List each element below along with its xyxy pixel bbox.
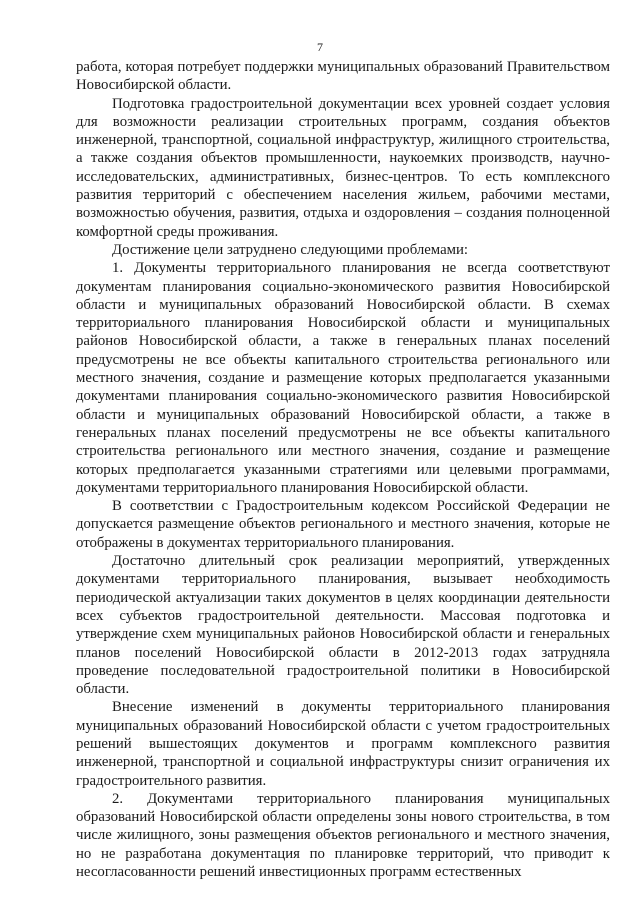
paragraph-code-requirement: В соответствии с Градостроительным кодексом Российской Федерации не допускается размещение объектов регионального и местного значения, которые не отображены в документах территориального планирования. [76, 498, 610, 551]
paragraph-amendments: Внесение изменений в документы территориального планирования муниципальных образований Новосибирской области с учетом градостроительных решений вышестоящих документов и программ комплексного развития инженерной, транспортной и социальной инфраструктуры снизит ограничения их градостроительного развития. [76, 699, 610, 789]
paragraph-continuation: работа, которая потребует поддержки муниципальных образований Правительством Новосибирской области. [76, 59, 610, 94]
paragraph-problems-intro: Достижение цели затруднено следующими проблемами: [112, 241, 469, 258]
paragraph-documentation-conditions: Подготовка градостроительной документации всех уровней создает условия для возможности реализации строительных программ, создания объектов инженерной, транспортной, социальной инфраструктур, жилищного строительства, а также создания объектов промышленности, наукоемких производств, научно-исследовательских, административных, бизнес-центров. То есть комплексного развития территорий с обеспечением населения жильем, рабочими местами, возможностью обучения, развития, отдыха и оздоровления – создания полноценной комфортной среды проживания. [76, 95, 610, 240]
paragraph-problem-2: 2. Документами территориального планирования муниципальных образований Новосибирской области определены зоны нового строительства, в том числе жилищного, зоны размещения объектов регионального и местного значения, но не разработана документация по планировке территорий, что приводит к несогласованности решений инвестиционных программ естественных [76, 790, 610, 881]
paragraph-problem-1: 1. Документы территориального планирования не всегда соответствуют документам планирования социально-экономического развития Новосибирской области и муниципальных образований Новосибирской области. В схемах территориального планирования Новосибирской области и муниципальных районов Новосибирской области, а также в генеральных планах поселений предусмотрены не все объекты капитального строительства регионального или местного значения, создание и размещение которых предполагается указанными документами планирования социально-экономического развития Новосибирской области и муниципальных образований Новосибирской области, а также в генеральных планах поселений предусмотрены не все объекты капитального строительства регионального или местного значения, создание и размещение которых предполагается указанными стратегиями или целевыми программами, документами территориального планирования Новосибирской области. [76, 260, 610, 496]
document-body [76, 58, 610, 881]
page-number: 7 [317, 40, 323, 54]
paragraph-implementation-period: Достаточно длительный срок реализации мероприятий, утвержденных документами территориального планирования, вызывает необходимость периодической актуализации таких документов в целях координации деятельности всех субъектов градостроительной деятельности. Массовая подготовка и утверждение схем муниципальных районов Новосибирской области и генеральных планов поселений Новосибирской области в 2012-2013 годах затрудняла проведение последовательной градостроительной политики в Новосибирской области. [76, 553, 610, 698]
